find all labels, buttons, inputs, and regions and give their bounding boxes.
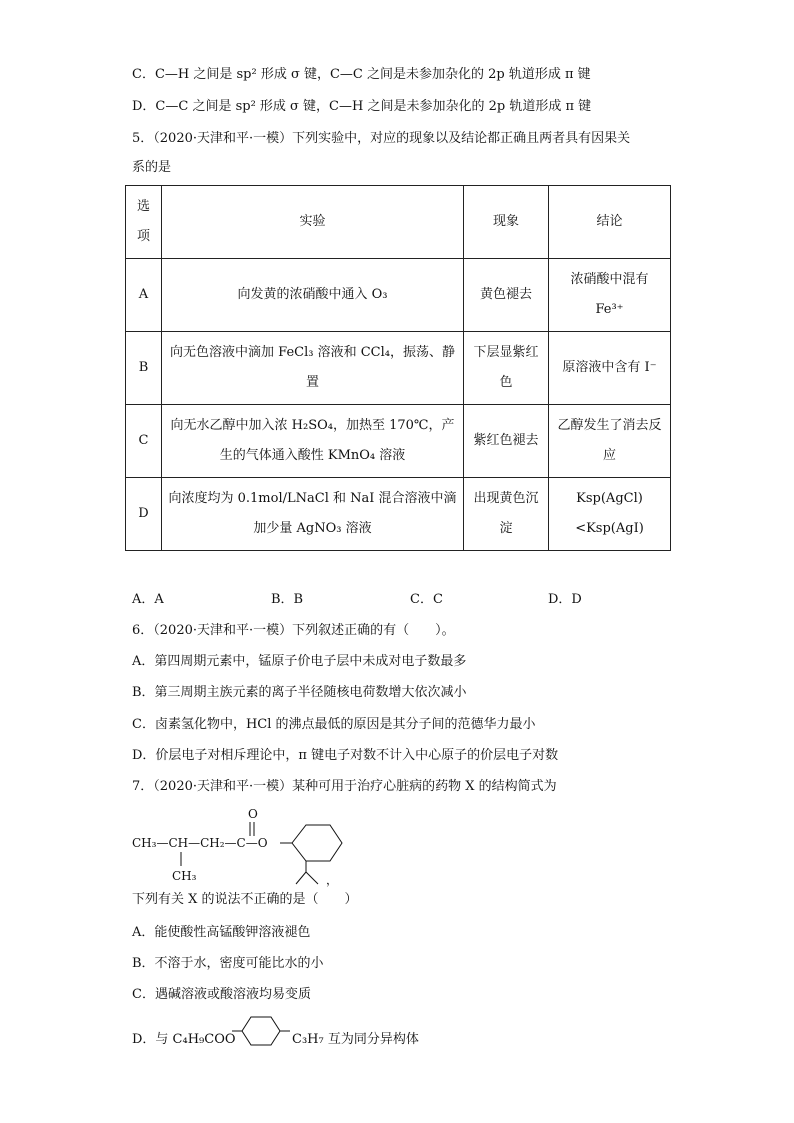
isopropyl-arm-right (306, 872, 318, 884)
structure-comma: ， (326, 873, 339, 887)
row-a-phenomenon: 黄色褪去 (464, 259, 549, 332)
q7-title: 7．（2020·天津和平·一模）某种可用于治疗心脏病的药物 X 的结构简式为 (132, 779, 557, 794)
row-b-phenomenon: 下层显紫红色 (464, 332, 549, 405)
q7-option-a[interactable]: A．能使酸性高锰酸钾溶液褪色 (132, 925, 311, 940)
row-c-phenomenon: 紫红色褪去 (464, 405, 549, 478)
q7-option-c[interactable]: C．遇碱溶液或酸溶液均易变质 (132, 987, 311, 1002)
q6-title: 6．（2020·天津和平·一模）下列叙述正确的有（ ）。 (132, 623, 455, 638)
q7-option-b[interactable]: B．不溶于水，密度可能比水的小 (132, 956, 324, 971)
header-experiment: 实验 (162, 186, 464, 259)
experiment-table (125, 185, 671, 551)
q7-question: 下列有关 X 的说法不正确的是（ ） (132, 892, 358, 907)
cyclohexane-ring-icon (232, 1014, 292, 1048)
row-b-conclusion: 原溶液中含有 I⁻ (549, 332, 671, 405)
row-c-conclusion: 乙醇发生了消去反应 (549, 405, 671, 478)
cyclohexane-ring (292, 825, 342, 861)
row-c-experiment: 向无水乙醇中加入浓 H₂SO₄，加热至 170℃，产生的气体通入酸性 KMnO₄ 溶液 (162, 405, 464, 478)
q5-choice-c[interactable]: C．C (410, 592, 443, 607)
row-c-option: C (126, 405, 162, 478)
table-header-row (126, 186, 671, 259)
header-conclusion: 结论 (549, 186, 671, 259)
q6-option-a[interactable]: A．第四周期元素中，锰原子价电子层中未成对电子数最多 (132, 654, 467, 669)
branch-methyl: CH₃ (172, 869, 197, 883)
row-d-option: D (126, 478, 162, 551)
q4-option-c: C．C—H 之间是 sp² 形成 σ 键，C—C 之间是未参加杂化的 2p 轨道形成 π 键 (132, 67, 591, 82)
row-d-conclusion: Ksp(AgCl)<Ksp(AgI) (549, 478, 671, 551)
row-a-option: A (126, 259, 162, 332)
q7-option-d-prefix[interactable]: D．与 C₄H₉COO (132, 1032, 236, 1047)
q5-choice-b[interactable]: B．B (271, 592, 304, 607)
isopropyl-arm-left (296, 872, 306, 884)
q6-option-c[interactable]: C．卤素氢化物中，HCl 的沸点最低的原因是其分子间的范德华力最小 (132, 717, 536, 732)
q4-option-d: D．C—C 之间是 sp² 形成 σ 键，C—H 之间是未参加杂化的 2p 轨道形成 π 键 (132, 99, 592, 114)
q6-option-b[interactable]: B．第三周期主族元素的离子半径随核电荷数增大依次减小 (132, 685, 467, 700)
row-a-conclusion: 浓硝酸中混有 Fe³⁺ (549, 259, 671, 332)
row-b-option: B (126, 332, 162, 405)
table-row (126, 405, 671, 478)
q5-choice-a[interactable]: A．A (132, 592, 164, 607)
carbonyl-oxygen: O (248, 807, 258, 821)
table-row (126, 478, 671, 551)
q5-title-line1: 5．（2020·天津和平·一模）下列实验中，对应的现象以及结论都正确且两者具有因果关 (132, 131, 631, 146)
q7-option-d-suffix[interactable]: C₃H₇ 互为同分异构体 (292, 1032, 419, 1047)
q5-choice-d[interactable]: D．D (548, 592, 582, 607)
q6-option-d[interactable]: D．价层电子对相斥理论中，π 键电子对数不计入中心原子的价层电子对数 (132, 748, 559, 763)
table-row (126, 259, 671, 332)
structure-formula (130, 800, 360, 890)
table-row (126, 332, 671, 405)
row-d-phenomenon: 出现黄色沉淀 (464, 478, 549, 551)
row-d-experiment: 向浓度均为 0.1mol/LNaCl 和 NaI 混合溶液中滴加少量 AgNO₃ 溶液 (162, 478, 464, 551)
main-chain: CH₃—CH—CH₂—C—O (132, 836, 268, 850)
q5-choices (132, 590, 652, 610)
header-phenomenon: 现象 (464, 186, 549, 259)
row-a-experiment: 向发黄的浓硝酸中通入 O₃ (162, 259, 464, 332)
q5-title-line2: 系的是 (132, 160, 172, 175)
header-option: 选项 (126, 186, 162, 259)
row-b-experiment: 向无色溶液中滴加 FeCl₃ 溶液和 CCl₄，振荡、静置 (162, 332, 464, 405)
